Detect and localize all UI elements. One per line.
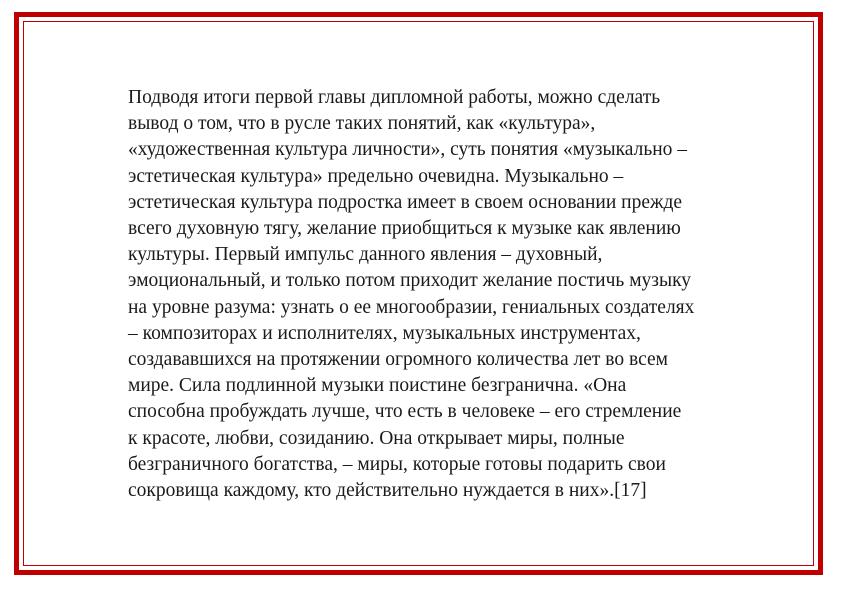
text-line: мире. Сила подлинной музыки поистине безгранична. «Она bbox=[128, 375, 627, 397]
text-line: «художественная культура личности», суть понятия «музыкально – bbox=[128, 139, 688, 161]
text-line: культуры. Первый импульс данного явления – духовный, bbox=[128, 244, 603, 266]
text-line: всего духовную тягу, желание приобщиться к музыке как явлению bbox=[128, 218, 681, 240]
slide-body-text bbox=[128, 85, 768, 504]
text-line: к красоте, любви, созиданию. Она открывает миры, полные bbox=[128, 427, 625, 449]
text-line: эмоциональный, и только потом приходит желание постичь музыку bbox=[128, 270, 692, 292]
text-line: – композиторах и исполнителях, музыкальных инструментах, bbox=[128, 322, 641, 344]
text-line: эстетическая культура» предельно очевидна. Музыкально – bbox=[128, 165, 624, 187]
text-line: сокровища каждому, кто действительно нуждается в них».[17] bbox=[128, 480, 647, 502]
text-line: эстетическая культура подростка имеет в своем основании прежде bbox=[128, 191, 683, 213]
text-line: безграничного богатства, – миры, которые готовы подарить свои bbox=[128, 453, 666, 475]
text-line: Подводя итоги первой главы дипломной работы, можно сделать bbox=[128, 87, 661, 108]
text-line: вывод о том, что в русле таких понятий, как «культура», bbox=[128, 113, 596, 135]
text-line: создававшихся на протяжении огромного количества лет во всем bbox=[128, 349, 668, 371]
text-line: на уровне разума: узнать о ее многообразии, гениальных создателях bbox=[128, 296, 695, 318]
text-line: способна пробуждать лучше, что есть в человеке – его стремление bbox=[128, 401, 682, 423]
